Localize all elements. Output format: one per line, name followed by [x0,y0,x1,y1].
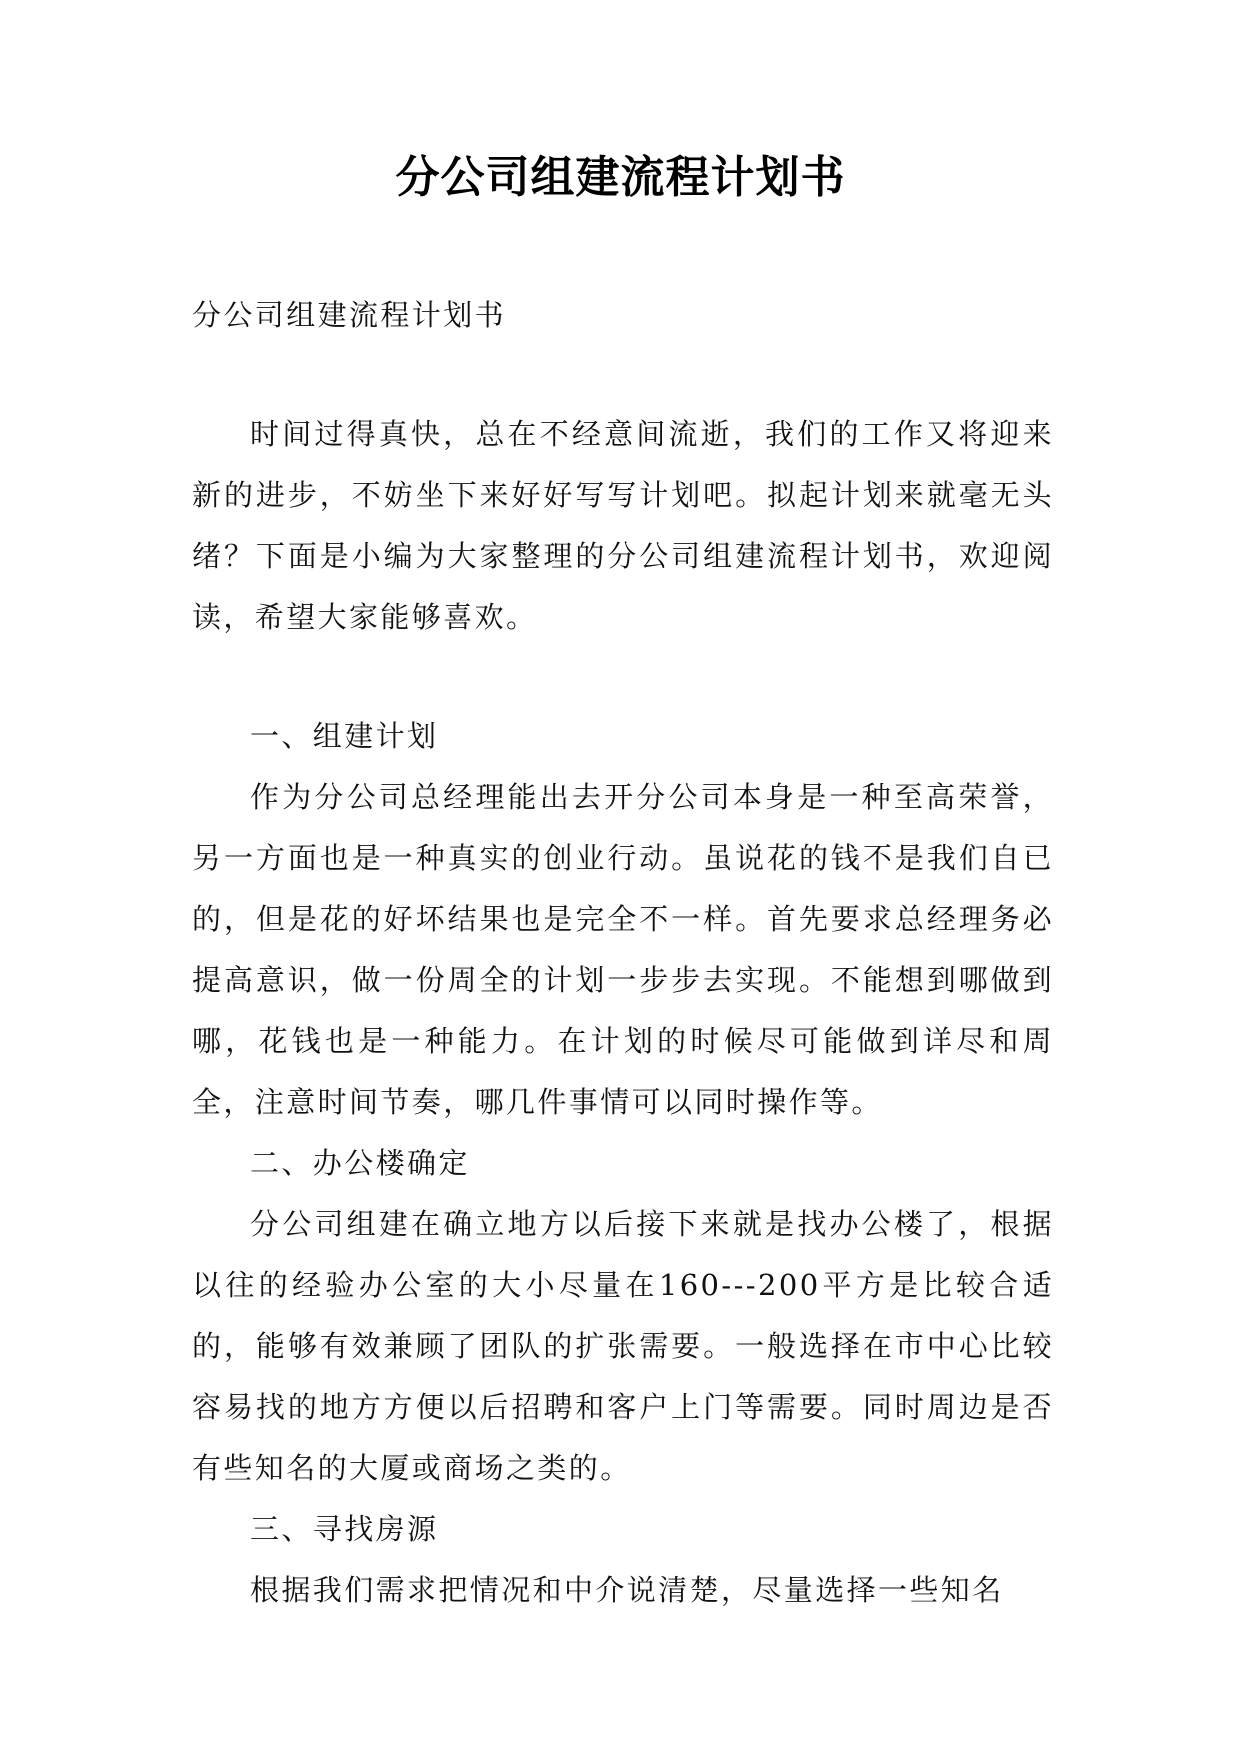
section-paragraph-2: 分公司组建在确立地方以后接下来就是找办公楼了，根据以往的经验办公室的大小尽量在160---200平方是比较合适的，能够有效兼顾了团队的扩张需要。一般选择在市中心比较容易找的地方方便以后招聘和客户上门等需要。同时周边是否有些知名的大厦或商场之类的。 [192,1207,1054,1485]
document-title: 分公司组建流程计划书 [395,152,846,203]
section-heading-2: 二、办公楼确定 [250,1146,470,1180]
intro-paragraph: 时间过得真快，总在不经意间流逝，我们的工作又将迎来新的进步，不妨坐下来好好写写计划吧。拟起计划来就毫无头绪？下面是小编为大家整理的分公司组建流程计划书，欢迎阅读，希望大家能够喜欢。 [192,417,1054,634]
document-subtitle: 分公司组建流程计划书 [192,298,507,332]
section-heading-3: 三、寻找房源 [250,1512,439,1546]
section-paragraph-1: 作为分公司总经理能出去开分公司本身是一种至高荣誉，另一方面也是一种真实的创业行动。虽说花的钱不是我们自已的，但是花的好坏结果也是完全不一样。首先要求总经理务必提高意识，做一份周全的计划一步步去实现。不能想到哪做到哪，花钱也是一种能力。在计划的时候尽可能做到详尽和周全，注意时间节奏，哪几件事情可以同时操作等。 [192,780,1054,1119]
section-paragraph-3: 根据我们需求把情况和中介说清楚，尽量选择一些知名 [250,1573,1004,1607]
section-heading-1: 一、组建计划 [250,719,439,753]
document-body [192,285,1054,1621]
